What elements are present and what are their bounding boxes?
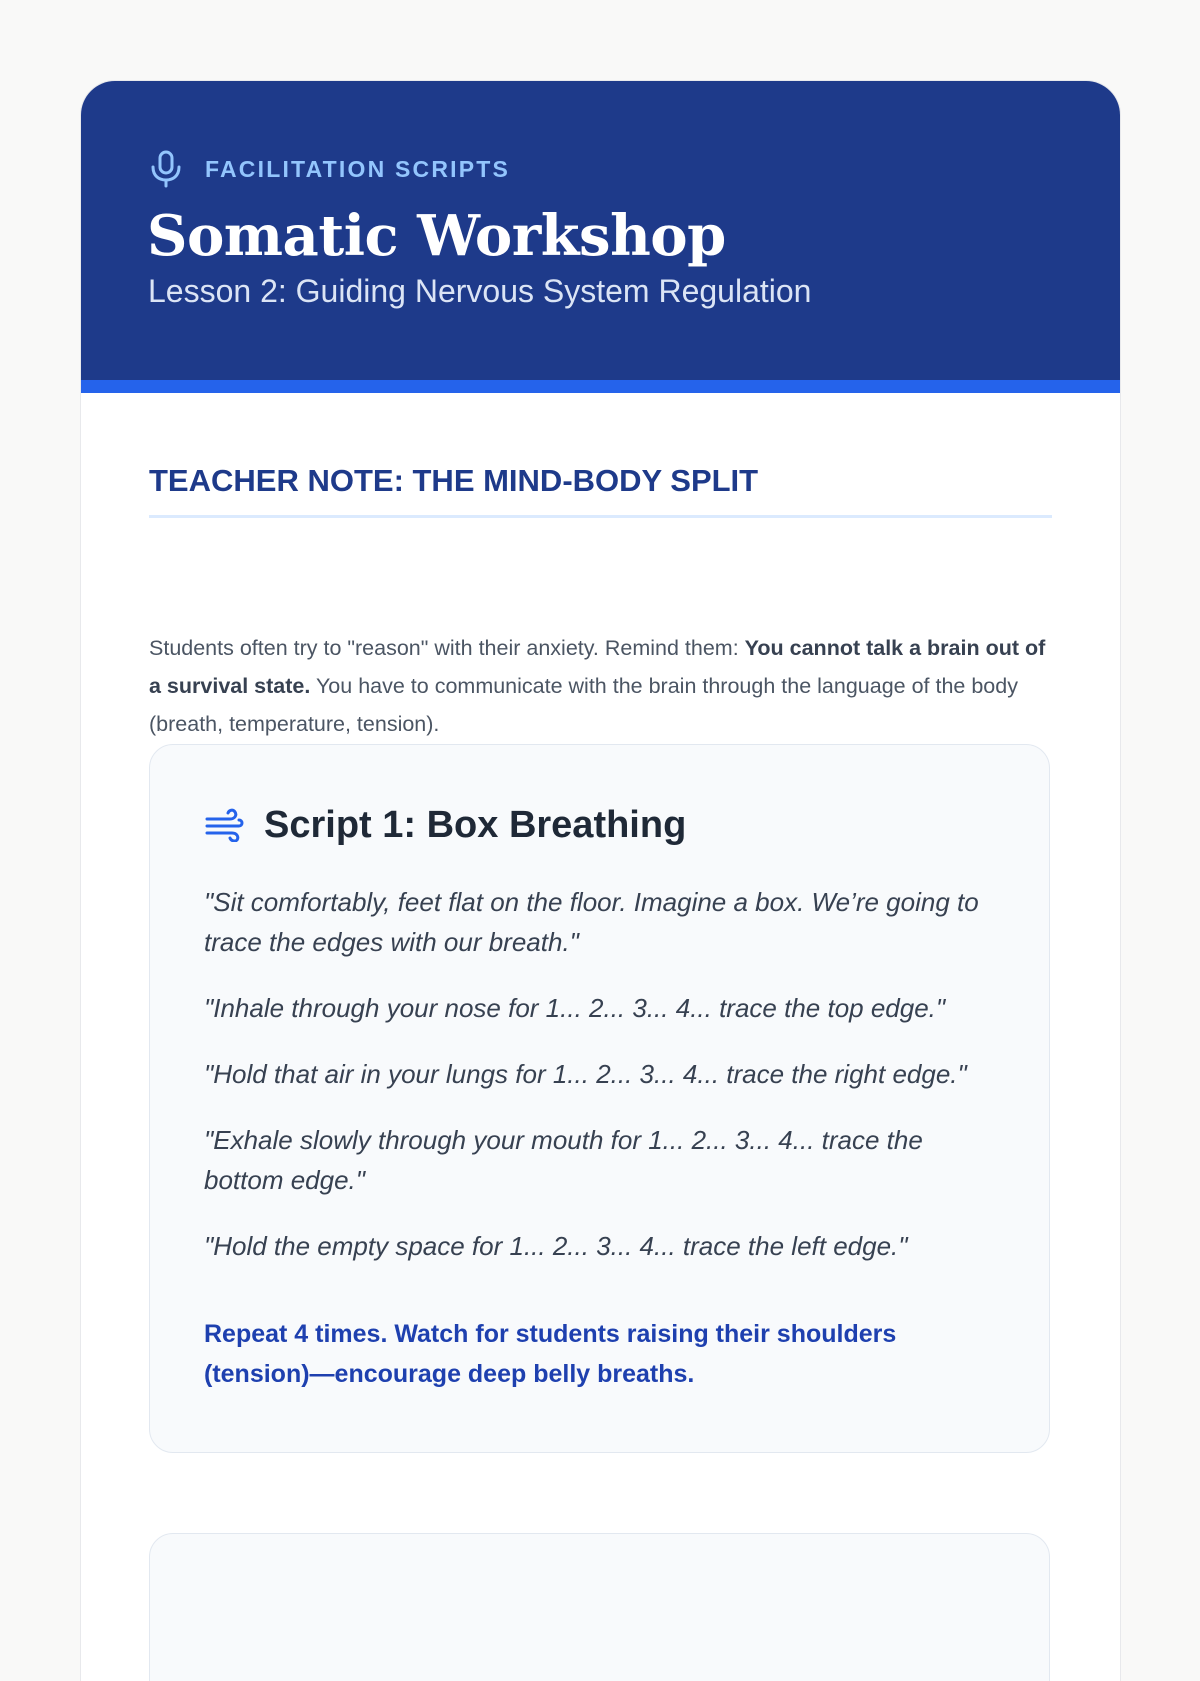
- teacher-note-heading: TEACHER NOTE: THE MIND-BODY SPLIT: [149, 459, 1052, 518]
- page-title: Somatic Workshop: [147, 203, 726, 269]
- wind-icon: [204, 808, 244, 842]
- teacher-note-rest: You have to communicate with the brain through the language of the body (breath, temperature, tension).: [149, 674, 1018, 736]
- script-line: "Hold the empty space for 1... 2... 3... 4... trace the left edge.": [204, 1231, 908, 1261]
- header-accent-bar: [81, 380, 1120, 393]
- microphone-icon: [149, 150, 183, 188]
- page-subtitle: Lesson 2: Guiding Nervous System Regulation: [148, 273, 812, 309]
- script-line: "Inhale through your nose for 1... 2... 3... 4... trace the top edge.": [204, 993, 946, 1023]
- lesson-card: [81, 81, 1120, 1681]
- section-eyebrow: [149, 149, 510, 189]
- script-header: [204, 801, 686, 849]
- teacher-note-emphasis: You cannot talk a brain out of a survival state.: [149, 636, 1046, 698]
- lesson-header: [81, 81, 1120, 380]
- script-line: "Hold that air in your lungs for 1... 2... 3... 4... trace the right edge.": [204, 1059, 967, 1089]
- script-lines: [204, 882, 1004, 1292]
- script-line: "Sit comfortably, feet flat on the floor. Imagine a box. We’re going to trace the edges with our breath.": [204, 887, 979, 957]
- script-card: [149, 744, 1050, 1453]
- script-line: "Exhale slowly through your mouth for 1... 2... 3... 4... trace the bottom edge.": [204, 1125, 923, 1195]
- teacher-note-intro: Students often try to "reason" with their anxiety. Remind them:: [149, 636, 745, 660]
- script-instruction: Repeat 4 times. Watch for students raising their shoulders (tension)—encourage deep belly breaths.: [204, 1320, 897, 1388]
- eyebrow-label: FACILITATION SCRIPTS: [205, 155, 511, 182]
- script-card-next: [149, 1533, 1050, 1681]
- teacher-note-text: [149, 629, 1059, 743]
- script-title: Script 1: Box Breathing: [264, 804, 687, 846]
